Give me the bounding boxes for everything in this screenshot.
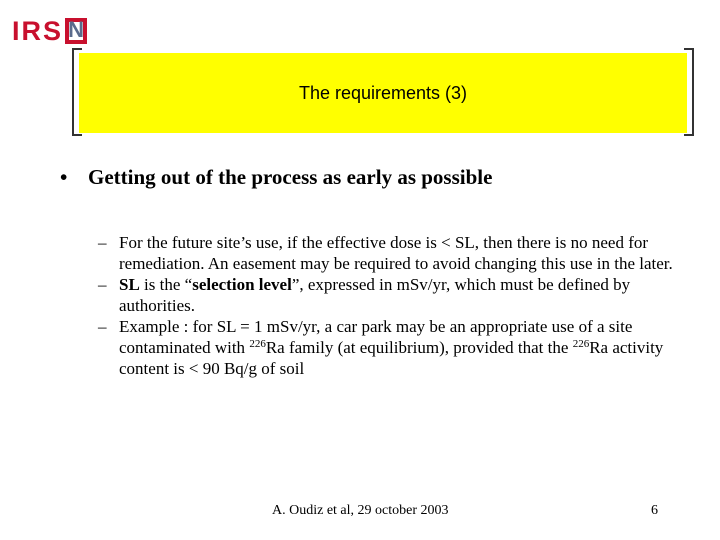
slide-title: The requirements (3) (298, 82, 468, 103)
sub-bullet-3 (98, 316, 680, 379)
isotope-mass-2: 226 (572, 338, 590, 350)
sub-bullet-3-text-b: Ra family (at equilibrium), provided that the (265, 338, 573, 357)
footer-credit: A. Oudiz et al, 29 october 2003 (272, 503, 449, 518)
sub-bullet-list (98, 232, 680, 379)
sub-bullet-2-text-b: ”, expressed in mSv/yr, which must be defined by authorities. (119, 275, 631, 315)
sub-bullet-2 (98, 274, 680, 316)
sub-bullet-3-text-a: Example : for SL = 1 mSv/yr, a car park may be an appropriate use of a site contaminated with (119, 317, 633, 357)
dash-1: – (98, 233, 107, 252)
dash-3: – (98, 317, 107, 336)
selection-level-term: selection level (192, 275, 292, 294)
bullet-text: Getting out of the process as early as possible (88, 165, 493, 189)
irsn-logo (12, 17, 87, 45)
page-number: 6 (651, 503, 658, 518)
sub-bullet-1 (98, 232, 680, 274)
title-box (79, 53, 687, 133)
sub-bullet-1-text: For the future site’s use, if the effective dose is < SL, then there is no need for remediation. An easement may be required to avoid changing this use in the later. (119, 233, 673, 273)
sub-bullet-2-text-a: is the “ (139, 275, 193, 294)
logo-n-letter: N (68, 17, 84, 42)
main-bullet (60, 164, 700, 190)
logo-text: IRS (12, 16, 64, 46)
title-frame (72, 48, 694, 136)
sub-bullet-3-text-c: Ra activity content is < 90 Bq/g of soil (119, 338, 664, 378)
logo-n-box (65, 18, 87, 44)
sl-term: SL (119, 275, 140, 294)
bullet-symbol: • (60, 165, 68, 189)
dash-2: – (98, 275, 107, 294)
isotope-mass-1: 226 (249, 338, 266, 350)
